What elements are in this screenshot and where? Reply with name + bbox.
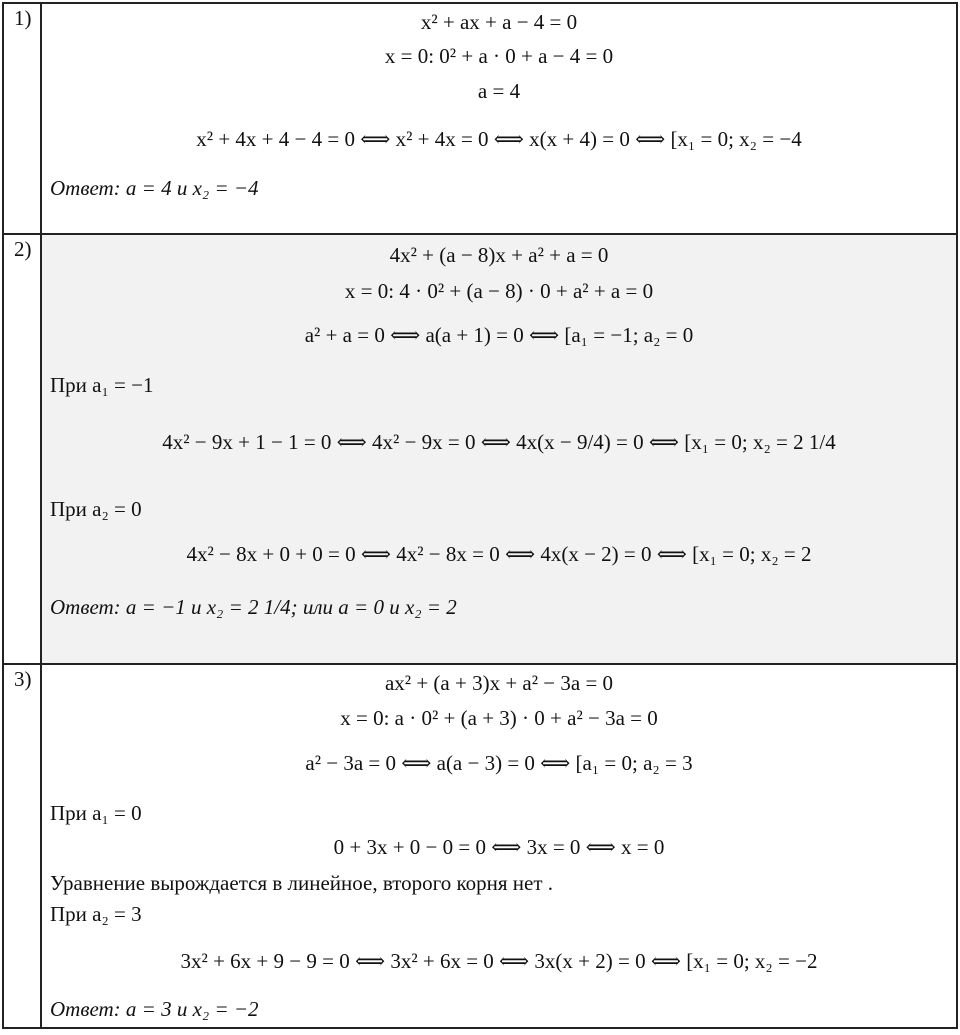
equation: x = 0: 0² + a · 0 + a − 4 = 0 xyxy=(384,44,614,68)
equation: x² + 4x + 4 − 4 = 0 ⟺ x² + 4x = 0 ⟺ x(x + 4) = 0 ⟺ [x₁ = 0; x₂ = −4 xyxy=(196,127,802,151)
answer-line: Ответ: a = −1 и x₂ = 2 1/4; или a = 0 и x₂ = 2 xyxy=(50,595,457,619)
equation: ax² + (a + 3)x + a² − 3a = 0 xyxy=(384,671,614,695)
solution-cell xyxy=(41,664,957,1028)
table-row xyxy=(3,3,957,234)
equation: 4x² − 9x + 1 − 1 = 0 ⟺ 4x² − 9x = 0 ⟺ 4x(x − 9/4) = 0 ⟺ [x₁ = 0; x₂ = 2 1/4 xyxy=(162,430,836,454)
solution-cell xyxy=(41,3,957,234)
equation: x = 0: a · 0² + (a + 3) · 0 + a² − 3a = 0 xyxy=(340,706,658,730)
equation: x² + ax + a − 4 = 0 xyxy=(420,10,578,34)
solution-cell xyxy=(41,234,957,664)
equation: a = 4 xyxy=(477,79,521,103)
row-number: 3) xyxy=(3,664,41,1028)
answer-line: Ответ: a = 4 и x₂ = −4 xyxy=(50,176,259,200)
equation: x = 0: 4 · 0² + (a − 8) · 0 + a² + a = 0 xyxy=(344,279,654,303)
row-number: 1) xyxy=(3,3,41,234)
equation: a² + a = 0 ⟺ a(a + 1) = 0 ⟺ [a₁ = −1; a₂ = 0 xyxy=(304,323,694,347)
answer-line: Ответ: a = 3 и x₂ = −2 xyxy=(50,997,259,1021)
text-line: При a₁ = 0 xyxy=(50,801,142,825)
equation: a² − 3a = 0 ⟺ a(a − 3) = 0 ⟺ [a₁ = 0; a₂ = 3 xyxy=(305,751,693,775)
equation: 4x² + (a − 8)x + a² + a = 0 xyxy=(389,243,609,267)
equation: 0 + 3x + 0 − 0 = 0 ⟺ 3x = 0 ⟺ x = 0 xyxy=(333,835,665,859)
table-row xyxy=(3,234,957,664)
row-number: 2) xyxy=(3,234,41,664)
text-line: Уравнение вырождается в линейное, второго корня нет . xyxy=(50,871,554,895)
table-row xyxy=(3,664,957,1028)
text-line: При a₂ = 0 xyxy=(50,497,142,521)
solutions-table xyxy=(2,2,958,1029)
equation: 3x² + 6x + 9 − 9 = 0 ⟺ 3x² + 6x = 0 ⟺ 3x(x + 2) = 0 ⟺ [x₁ = 0; x₂ = −2 xyxy=(180,949,818,973)
equation: 4x² − 8x + 0 + 0 = 0 ⟺ 4x² − 8x = 0 ⟺ 4x(x − 2) = 0 ⟺ [x₁ = 0; x₂ = 2 xyxy=(186,542,812,566)
text-line: При a₁ = −1 xyxy=(50,373,154,397)
text-line: При a₂ = 3 xyxy=(50,902,142,926)
